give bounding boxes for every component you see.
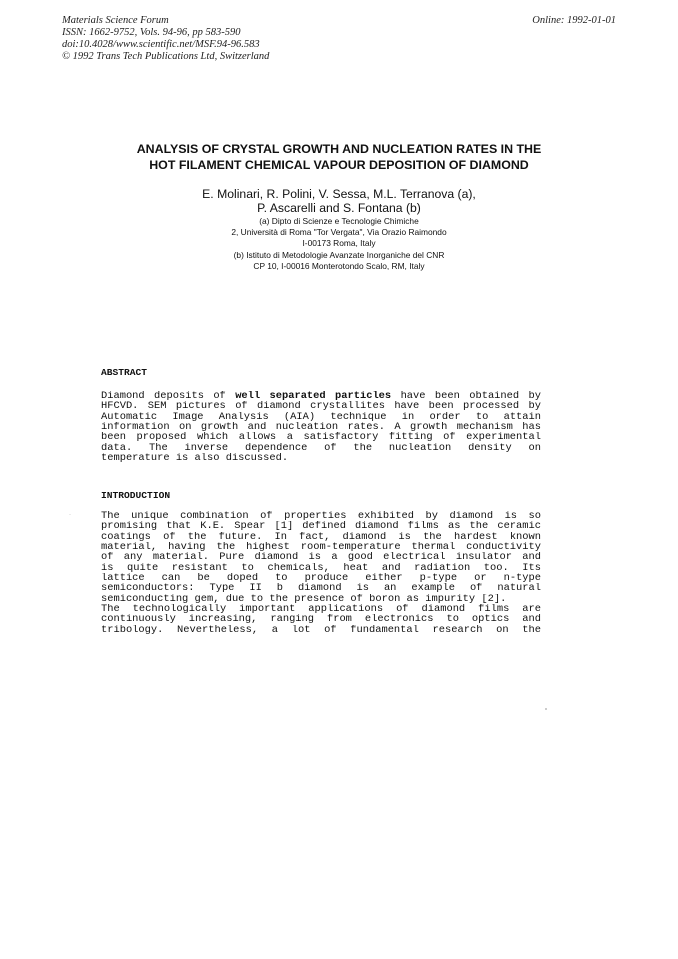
paper-title <box>0 142 678 173</box>
abstract-line-prefix: Diamond deposits of <box>101 391 236 402</box>
introduction-heading: INTRODUCTION <box>101 490 171 501</box>
abstract-line <box>101 391 541 401</box>
abstract-line: Automatic Image Analysis (AIA) technique in order to attain <box>101 411 541 423</box>
abstract-line: temperature is also discussed. <box>101 453 289 464</box>
margin-mark: · <box>69 512 71 518</box>
intro-line: is quite resistant to chemicals, heat and radiation too. Its <box>101 562 541 574</box>
abstract-body <box>101 391 541 463</box>
abstract-heading: ABSTRACT <box>101 367 148 378</box>
intro-line: coatings of the future. In fact, diamond is the hardest known <box>101 531 541 543</box>
title-line-2: HOT FILAMENT CHEMICAL VAPOUR DEPOSITION OF DIAMOND <box>149 157 529 172</box>
online-date-header <box>532 15 616 27</box>
affiliation-line: (b) Istituto di Metodologie Avanzate Inorganiche del CNR <box>233 249 445 260</box>
authors-line-1: E. Molinari, R. Polini, V. Sessa, M.L. Terranova (a), <box>202 187 476 201</box>
introduction-body <box>101 511 541 635</box>
intro-line: tribology. Nevertheless, a lot of fundamental research on the <box>101 624 541 636</box>
intro-line: The unique combination of properties exhibited by diamond is so <box>101 511 541 522</box>
abstract-line: data. The inverse dependence of the nucleation density on <box>101 442 541 454</box>
affiliations <box>0 216 678 272</box>
journal-name: Materials Science Forum <box>62 15 169 26</box>
intro-line: continuously increasing, ranging from electronics to optics and <box>101 614 541 625</box>
intro-line: semiconductors: Type II b diamond is an example of natural <box>101 583 541 594</box>
abstract-bold-phrase: well separated particles <box>235 391 392 402</box>
abstract-line-suffix: have been obtained by <box>391 391 541 402</box>
intro-line: promising that K.E. Spear [1] defined diamond films as the ceramic <box>101 521 541 532</box>
online-date: Online: 1992-01-01 <box>532 15 616 26</box>
intro-line: The technologically important applications of diamond films are <box>101 604 541 615</box>
abstract-line: HFCVD. SEM pictures of diamond crystallites have been processed by <box>101 401 541 412</box>
abstract-line: been proposed which allows a satisfactory fitting of experimental <box>101 432 541 443</box>
title-line-1: ANALYSIS OF CRYSTAL GROWTH AND NUCLEATION RATES IN THE <box>136 142 542 156</box>
affiliation-line: I-00173 Roma, Italy <box>302 238 376 249</box>
doi-line[interactable]: doi:10.4028/www.scientific.net/MSF.94-96.583 <box>62 39 260 50</box>
issn-line: ISSN: 1662-9752, Vols. 94-96, pp 583-590 <box>62 27 241 38</box>
intro-line: lattice can be doped to produce either p-type or n-type <box>101 573 541 584</box>
abstract-line: information on growth and nucleation rates. A growth mechanism has <box>101 422 541 433</box>
intro-line: of any material. Pure diamond is a good electrical insulator and <box>101 552 541 563</box>
affiliation-line: 2, Università di Roma "Tor Vergata", Via Orazio Raimondo <box>231 227 447 238</box>
intro-line: semiconducting gem, due to the presence of boron as impurity [2]. <box>101 593 507 605</box>
journal-header <box>62 15 269 63</box>
copyright-line: © 1992 Trans Tech Publications Ltd, Switzerland <box>62 51 270 62</box>
intro-line: material, having the highest room-temperature thermal conductivity <box>101 542 541 553</box>
affiliation-line: CP 10, I-00016 Monterotondo Scalo, RM, Italy <box>253 260 425 271</box>
authors-line-2: P. Ascarelli and S. Fontana (b) <box>257 201 421 215</box>
scan-speck <box>545 708 547 710</box>
author-list <box>0 187 678 215</box>
affiliation-line: (a) Dipto di Scienze e Tecnologie Chimiche <box>259 216 419 226</box>
